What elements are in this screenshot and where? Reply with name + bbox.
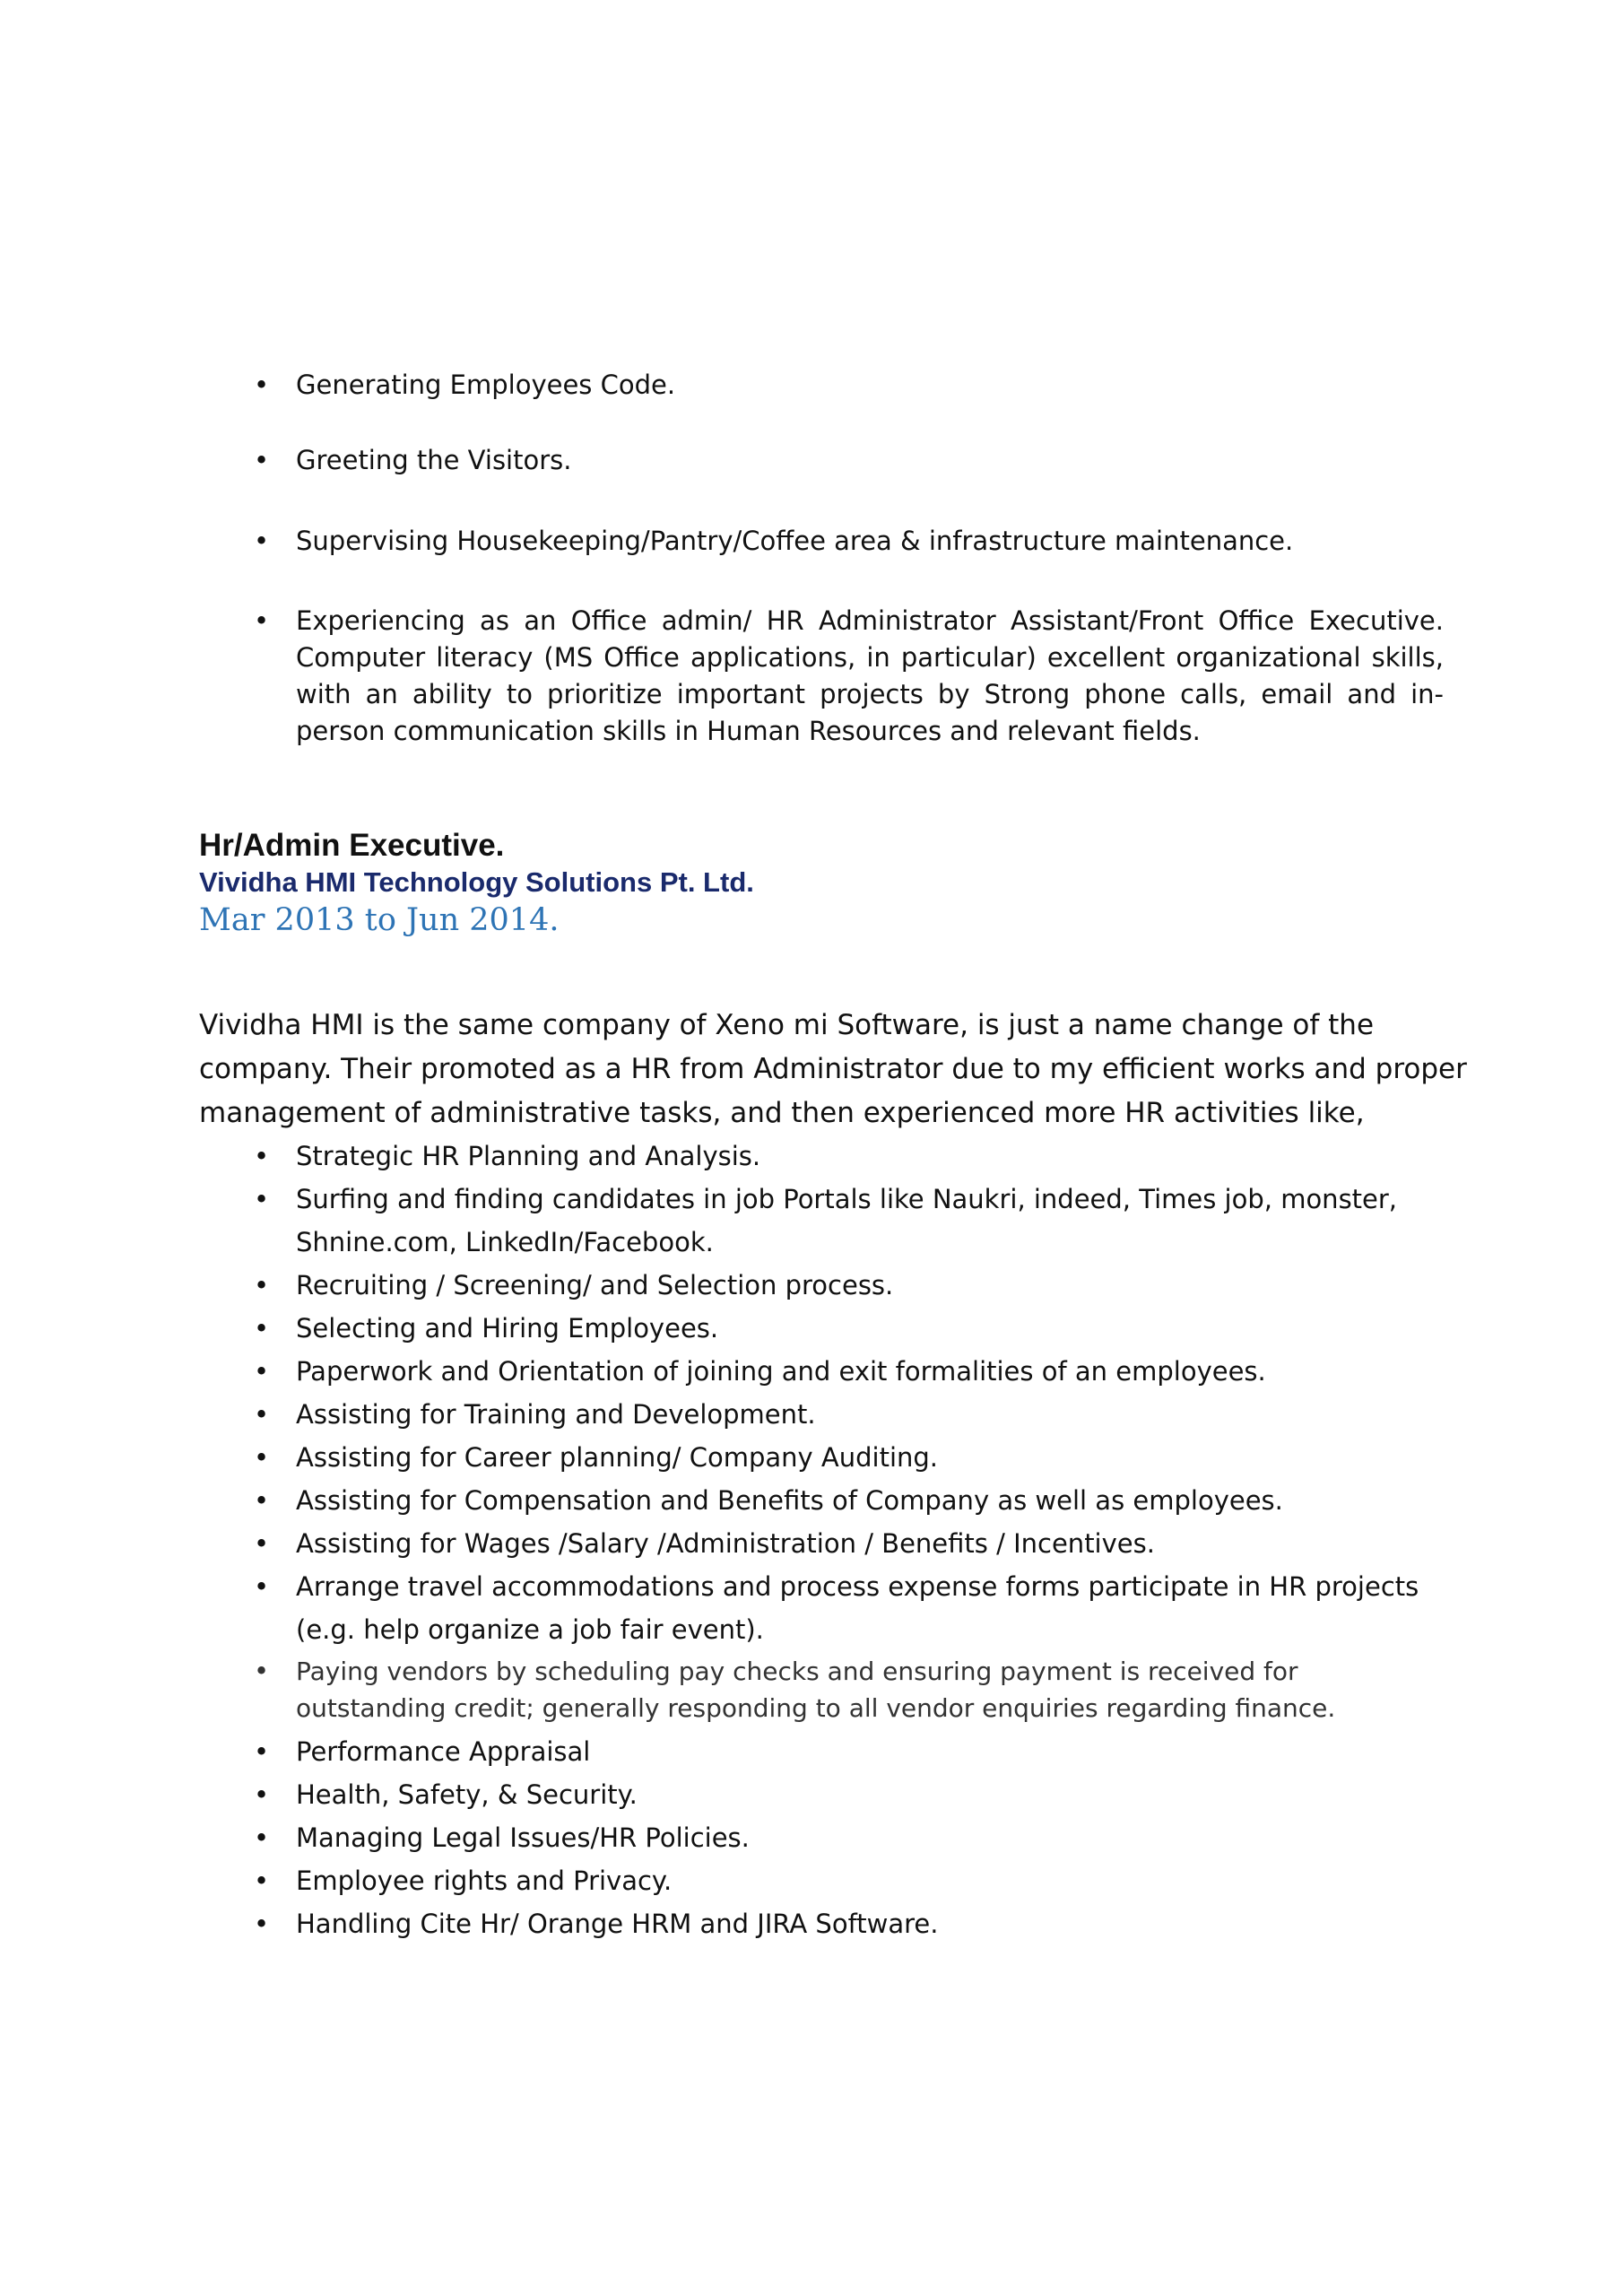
- bullet-icon: •: [254, 1779, 270, 1810]
- list-item: [0, 1479, 1444, 1522]
- list-item-text: Greeting the Visitors.: [296, 445, 572, 475]
- list-item-text: Paying vendors by scheduling pay checks and ensuring payment is received for outstanding credit; generally responding to all vendor enquiries regarding finance.: [296, 1657, 1336, 1723]
- list-item-text: Selecting and Hiring Employees.: [296, 1313, 719, 1344]
- list-item: [0, 1393, 1444, 1436]
- bullet-icon: •: [254, 1399, 270, 1430]
- bullet-icon: •: [254, 1356, 270, 1387]
- list-item-text: Recruiting / Screening/ and Selection process.: [296, 1270, 894, 1300]
- bullet-icon: •: [254, 1528, 270, 1559]
- list-item: [0, 1350, 1444, 1393]
- list-item: [0, 1773, 1444, 1816]
- list-item-text: Supervising Housekeeping/Pantry/Coffee area & infrastructure maintenance.: [296, 526, 1294, 556]
- list-item: [0, 1653, 1444, 1726]
- employment-dates: Mar 2013 to Jun 2014.: [199, 902, 560, 938]
- list-item-text: Generating Employees Code.: [296, 370, 676, 400]
- list-item: [0, 366, 1444, 404]
- bullet-icon: •: [254, 445, 270, 475]
- bullet-icon: •: [254, 1442, 270, 1473]
- list-item-text: Surfing and finding candidates in job Portals like Naukri, indeed, Times job, monster, Shnine.com, LinkedIn/Facebook.: [296, 1184, 1398, 1257]
- list-item-text: Strategic HR Planning and Analysis.: [296, 1141, 761, 1171]
- bullet-icon: •: [254, 1313, 270, 1344]
- list-item-text: Assisting for Compensation and Benefits of Company as well as employees.: [296, 1485, 1283, 1516]
- list-item-text: Assisting for Training and Development.: [296, 1399, 816, 1430]
- list-item-text: Health, Safety, & Security.: [296, 1779, 638, 1810]
- bullet-icon: •: [254, 1656, 270, 1686]
- list-item-text: Arrange travel accommodations and process expense forms participate in HR projects (e.g. help organize a job fair event).: [296, 1571, 1419, 1645]
- list-item-text: Paperwork and Orientation of joining and exit formalities of an employees.: [296, 1356, 1266, 1387]
- list-item: [0, 1178, 1444, 1264]
- bullet-icon: •: [254, 1866, 270, 1896]
- list-item: [0, 522, 1444, 560]
- list-item-text: Handling Cite Hr/ Orange HRM and JIRA Software.: [296, 1909, 939, 1939]
- job-title: Hr/Admin Executive.: [199, 828, 505, 863]
- job-intro-paragraph: Vividha HMI is the same company of Xeno mi Software, is just a name change of the company. Their promoted as a HR from Administrator due to my efficient works and proper management of administrative tasks, and then experienced more HR activities like,: [199, 1009, 1467, 1129]
- list-item: [0, 1859, 1444, 1902]
- bullet-icon: •: [254, 605, 270, 636]
- list-item: [0, 1307, 1444, 1350]
- list-item: [0, 1816, 1444, 1859]
- bullet-icon: •: [254, 1909, 270, 1939]
- list-item: [0, 1565, 1444, 1651]
- bullet-icon: •: [254, 1736, 270, 1767]
- bullet-icon: •: [254, 370, 270, 400]
- list-item-text: Assisting for Career planning/ Company Auditing.: [296, 1442, 939, 1473]
- list-item: [0, 1902, 1444, 1945]
- list-item-text: Managing Legal Issues/HR Policies.: [296, 1822, 750, 1853]
- list-item: [0, 1264, 1444, 1307]
- bullet-icon: •: [254, 526, 270, 556]
- list-item-text: Experiencing as an Office admin/ HR Administrator Assistant/Front Office Executive. Computer literacy (MS Office applications, in particular) excellent organizational skills, with an ability to prioritize important projects by Strong phone calls, email and in-person communication skills in Human Resources and relevant fields.: [296, 605, 1444, 746]
- list-item: [0, 441, 1444, 479]
- list-item-text: Employee rights and Privacy.: [296, 1866, 673, 1896]
- list-item: [0, 1522, 1444, 1565]
- bullet-icon: •: [254, 1571, 270, 1602]
- list-item-text: Assisting for Wages /Salary /Administration / Benefits / Incentives.: [296, 1528, 1155, 1559]
- bullet-icon: •: [254, 1270, 270, 1300]
- bullet-icon: •: [254, 1485, 270, 1516]
- list-item: [0, 1730, 1444, 1773]
- bullet-icon: •: [254, 1141, 270, 1171]
- list-item: [0, 603, 1444, 750]
- bullet-icon: •: [254, 1822, 270, 1853]
- company-name: Vividha HMI Technology Solutions Pt. Ltd.: [199, 866, 754, 898]
- bullet-icon: •: [254, 1184, 270, 1214]
- hr-activities-list: [0, 1135, 1623, 1945]
- duties-list: [0, 366, 1623, 750]
- list-item: [0, 1135, 1444, 1178]
- list-item: [0, 1436, 1444, 1479]
- list-item-text: Performance Appraisal: [296, 1736, 591, 1767]
